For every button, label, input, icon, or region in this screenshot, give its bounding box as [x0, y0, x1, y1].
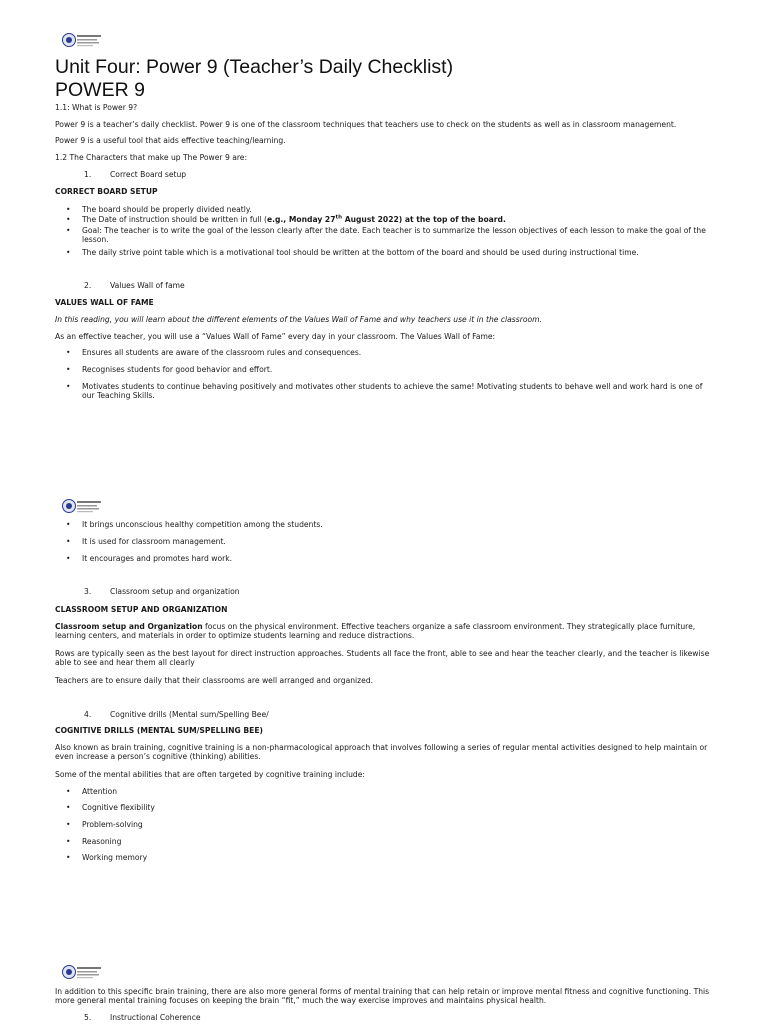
superscript: th	[335, 214, 343, 221]
bullet-icon: •	[66, 382, 71, 391]
bullet-icon: •	[66, 787, 71, 796]
bullet-icon: •	[66, 853, 71, 862]
item-number: 3.	[84, 587, 92, 596]
bullet-icon: •	[66, 348, 71, 357]
list-item	[66, 348, 716, 357]
section-heading: 1.2 The Characters that make up The Power 9 are:	[55, 153, 248, 162]
list-item-text-bold: e.g., Monday 27	[266, 215, 336, 224]
numbered-item	[84, 710, 269, 719]
item-label: Correct Board setup	[110, 170, 187, 179]
bullet-icon: •	[66, 520, 71, 529]
list-item-text: Recognises students for good behavior and effort.	[82, 365, 273, 374]
school-crest-icon	[62, 498, 104, 514]
section-heading: VALUES WALL OF FAME	[55, 298, 154, 307]
list-item	[66, 382, 716, 401]
paragraph	[55, 622, 715, 641]
item-label: Values Wall of fame	[110, 281, 185, 290]
paragraph: Power 9 is a teacher’s daily checklist. Power 9 is one of the classroom techniques that teachers use to check on the students as well as in classroom management.	[55, 120, 677, 129]
list-item-text: The Date of instruction should be written in full (	[82, 215, 267, 224]
item-label: Classroom setup and organization	[110, 587, 240, 596]
numbered-item	[84, 587, 240, 596]
bullet-icon: •	[66, 554, 71, 563]
list-item-text: Problem-solving	[82, 820, 143, 829]
paragraph: Some of the mental abilities that are often targeted by cognitive training include:	[55, 770, 365, 779]
bullet-icon: •	[66, 248, 71, 257]
bullet-icon: •	[66, 215, 71, 224]
bullet-icon: •	[66, 365, 71, 374]
numbered-item	[84, 281, 185, 290]
list-item	[66, 837, 716, 846]
list-item	[66, 554, 716, 563]
bullet-icon: •	[66, 537, 71, 546]
list-item-text: It is used for classroom management.	[82, 537, 226, 546]
list-item-text: Attention	[82, 787, 118, 796]
item-number: 2.	[84, 281, 92, 290]
list-item	[66, 537, 716, 546]
bullet-icon: •	[66, 820, 71, 829]
numbered-item	[84, 170, 186, 179]
paragraph: Also known as brain training, cognitive training is a non-pharmacological approach that involves following a series of regular mental activities designed to help maintain or even increase a person’s cognitive (thinking) abilities.	[55, 743, 708, 762]
school-crest-icon	[62, 964, 104, 980]
bullet-icon: •	[66, 226, 71, 235]
list-item-text: Goal: The teacher is to write the goal of the lesson clearly after the date. Each teacher is to summarize the lesson objectives of each lesson to make the goal of the lesson.	[82, 226, 706, 245]
list-item	[66, 803, 716, 812]
paragraph: Teachers are to ensure daily that their classrooms are well arranged and organized.	[55, 676, 374, 685]
list-item-text: Ensures all students are aware of the classroom rules and consequences.	[82, 348, 362, 357]
list-item	[66, 520, 716, 529]
school-crest-icon	[62, 32, 104, 48]
item-number: 1.	[84, 170, 92, 179]
list-item-text: It brings unconscious healthy competition among the students.	[82, 520, 323, 529]
paragraph: Power 9 is a useful tool that aids effective teaching/learning.	[55, 136, 286, 145]
list-item	[66, 226, 716, 245]
paragraph: Rows are typically seen as the best layout for direct instruction approaches. Students all face the front, able to see and hear the teacher clearly, and the teacher is likewise able to see and hear them all clearly	[55, 649, 710, 668]
list-item-text: It encourages and promotes hard work.	[82, 554, 233, 563]
section-heading: CLASSROOM SETUP AND ORGANIZATION	[55, 605, 228, 614]
paragraph: In this reading, you will learn about the different elements of the Values Wall of Fame and why teachers use it in the classroom.	[55, 315, 542, 324]
section-heading: COGNITIVE DRILLS (MENTAL SUM/SPELLING BEE)	[55, 726, 263, 735]
item-number: 5.	[84, 1013, 92, 1022]
list-item-text: Motivates students to continue behaving positively and motivates other students to achieve the same! Motivating students to behave well and work hard is one of our Teaching Skills.	[82, 382, 703, 401]
list-item-text: Cognitive flexibility	[82, 803, 155, 812]
paragraph-lead: Classroom setup and Organization	[55, 622, 203, 631]
list-item-text: The daily strive point table which is a motivational tool should be written at the bottom of the board and should be used during instructional time.	[82, 248, 639, 257]
bullet-icon: •	[66, 837, 71, 846]
section-heading: CORRECT BOARD SETUP	[55, 187, 158, 196]
paragraph: As an effective teacher, you will use a “Values Wall of Fame” every day in your classroom. The Values Wall of Fame:	[55, 332, 496, 341]
list-item-text-bold: August 2022) at the top of the board.	[342, 215, 506, 224]
list-item	[66, 205, 716, 214]
list-item-text: Working memory	[82, 853, 148, 862]
item-label: Cognitive drills (Mental sum/Spelling Bee/	[110, 710, 269, 719]
list-item	[66, 215, 716, 224]
paragraph-text: focus on the physical environment. Effective teachers organize a safe classroom environment. They strategically place furniture, learning centers, and materials in order to optimize students learning and reduce distractions.	[55, 622, 696, 641]
list-item	[66, 787, 716, 796]
list-item	[66, 820, 716, 829]
paragraph: In addition to this specific brain training, there are also more general forms of mental training that can help retain or improve mental fitness and cognitive functioning. This more general mental training focuses on keeping the brain “fit,” much the way exercise improves and maintains physical health.	[55, 987, 710, 1006]
page-subtitle: POWER 9	[55, 79, 145, 101]
bullet-icon: •	[66, 205, 71, 214]
list-item	[66, 365, 716, 374]
section-heading: 1.1: What is Power 9?	[55, 103, 138, 112]
bullet-icon: •	[66, 803, 71, 812]
list-item-text: Reasoning	[82, 837, 122, 846]
list-item	[66, 853, 716, 862]
numbered-item	[84, 1013, 201, 1022]
list-item-text: The board should be properly divided neatly.	[82, 205, 252, 214]
page-title: Unit Four: Power 9 (Teacher’s Daily Checklist)	[55, 56, 454, 78]
list-item	[66, 248, 716, 257]
item-number: 4.	[84, 710, 92, 719]
item-label: Instructional Coherence	[110, 1013, 201, 1022]
